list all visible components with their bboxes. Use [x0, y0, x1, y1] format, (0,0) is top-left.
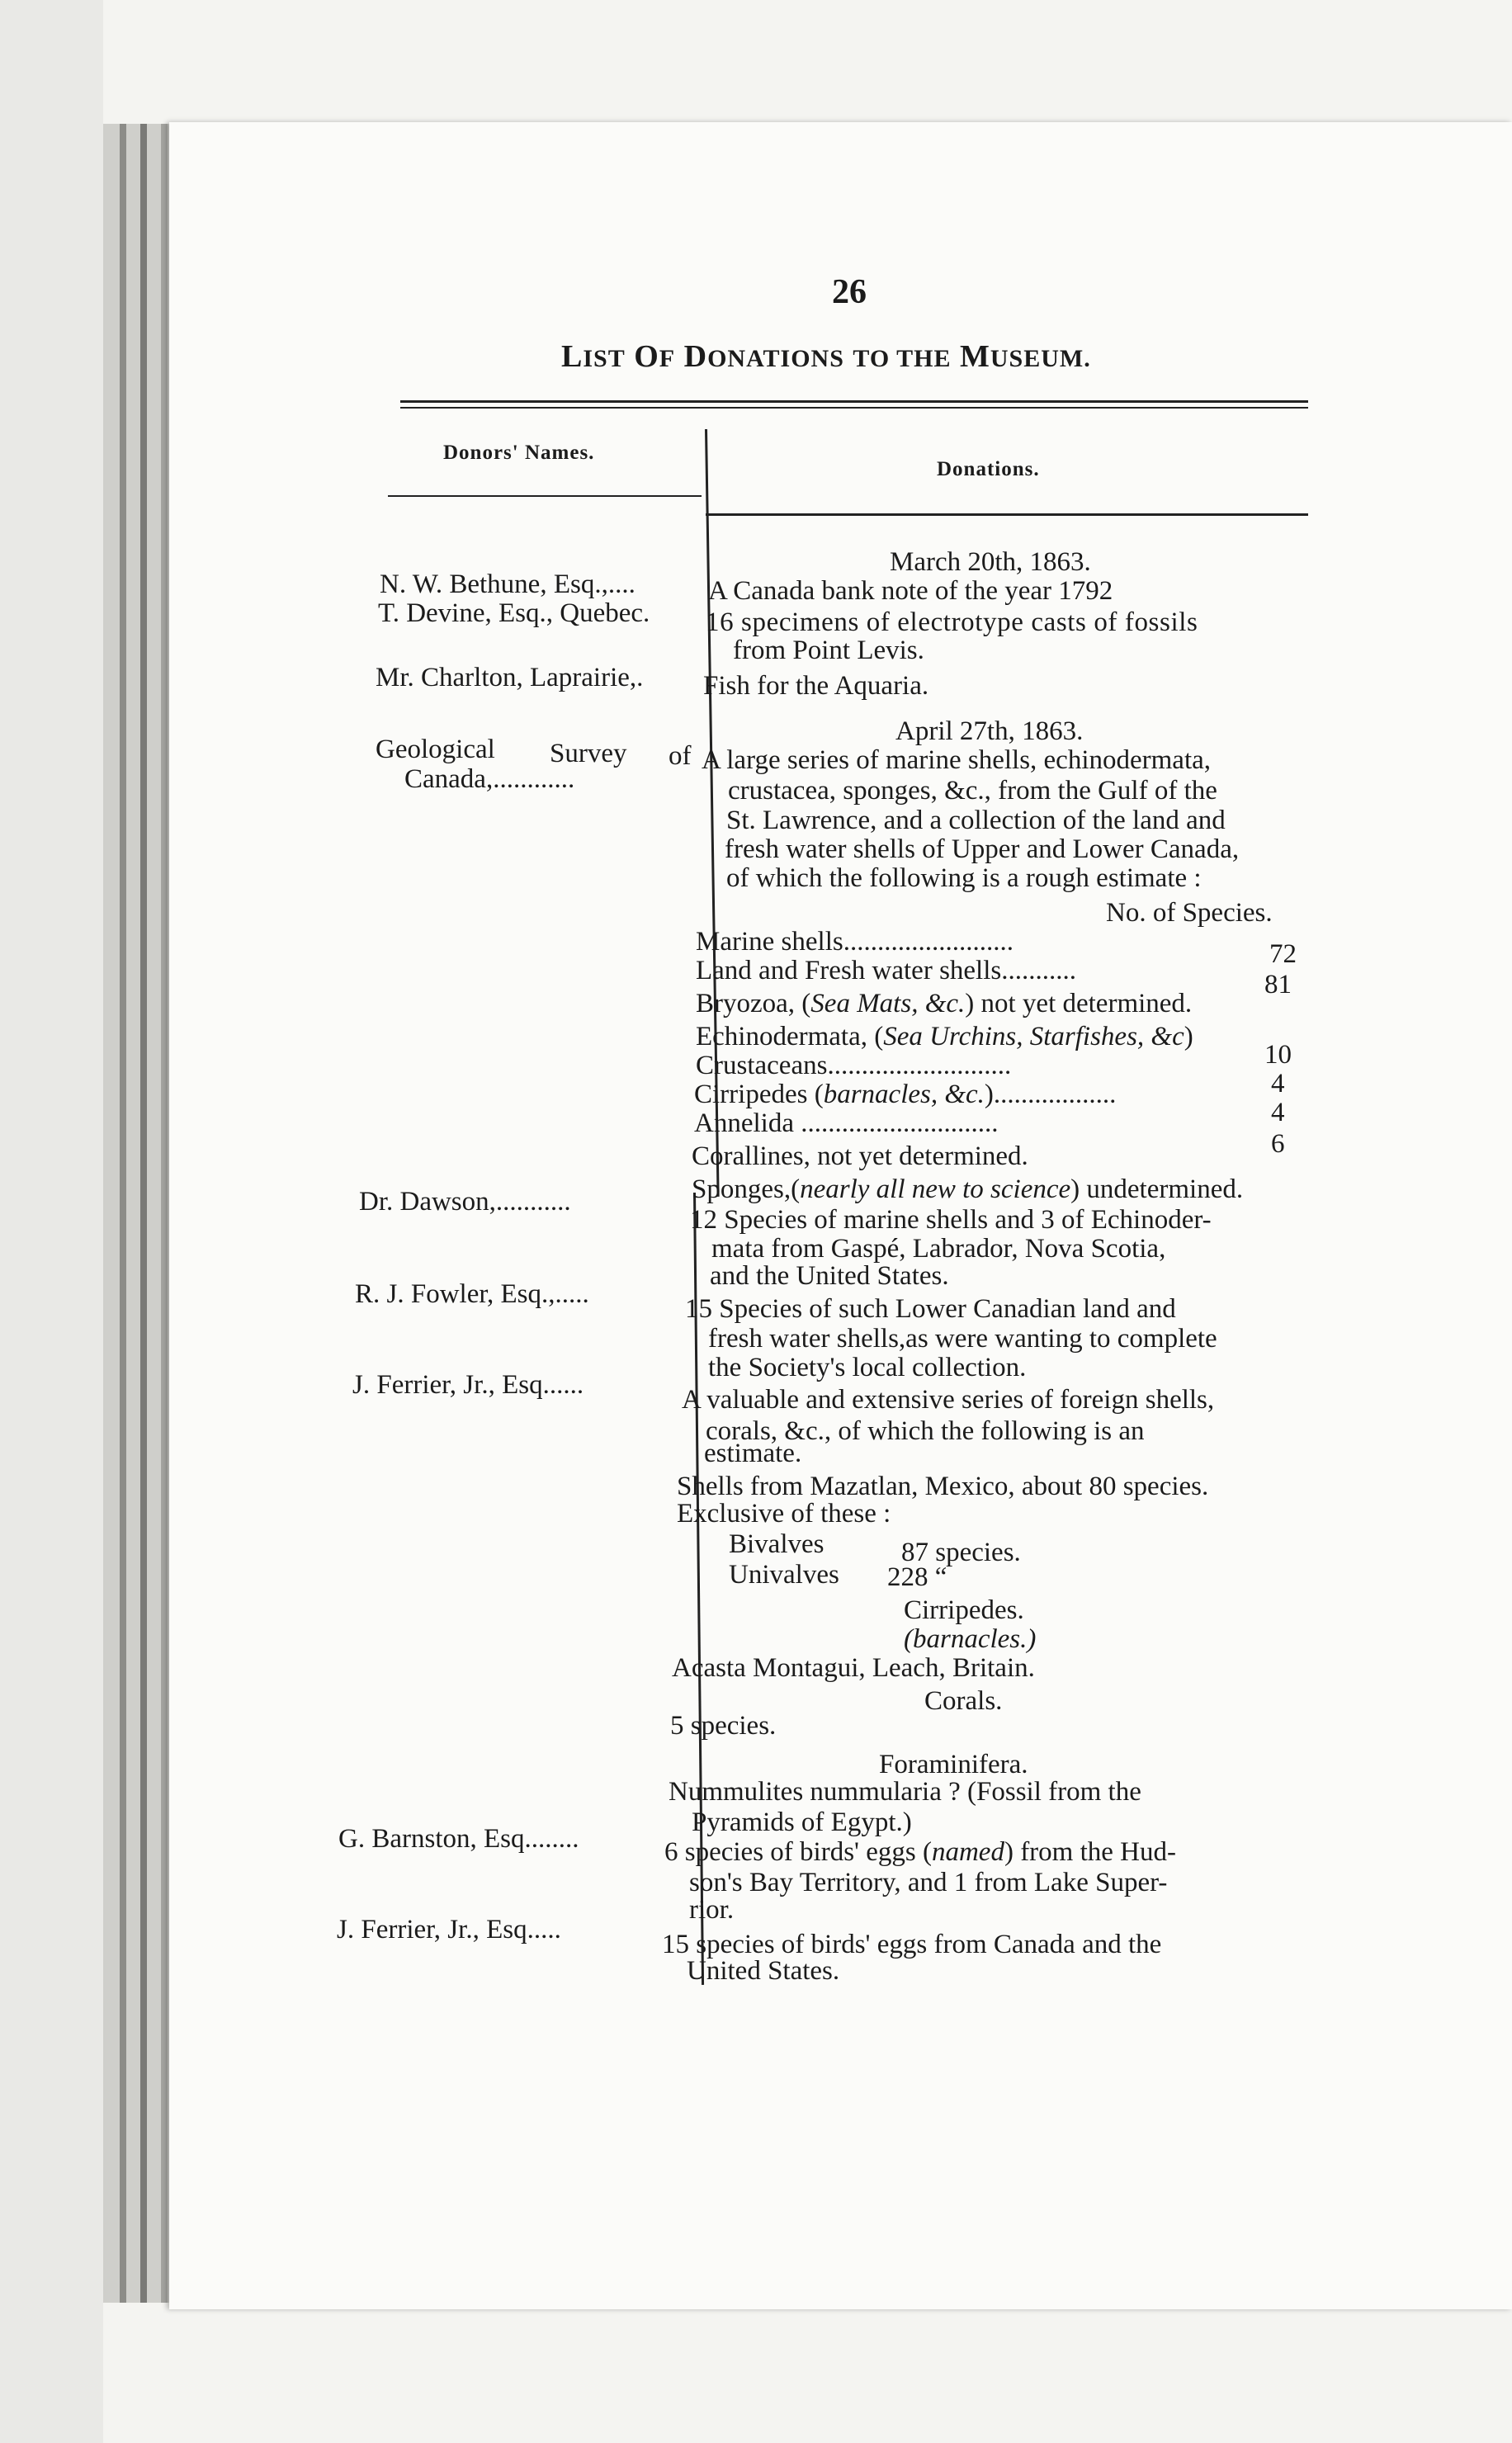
donation-text: 5 species.: [670, 1711, 777, 1741]
column-header-donations: Donations.: [937, 458, 1040, 480]
donation-text: of which the following is a rough estimate :: [726, 863, 1202, 893]
species-column-header: No. of Species.: [1106, 898, 1273, 928]
donation-text: son's Bay Territory, and 1 from Lake Super-: [689, 1868, 1168, 1897]
donation-text: from Point Levis.: [733, 636, 924, 665]
donor-name: N. W. Bethune, Esq.,....: [380, 569, 636, 599]
subheading: Corals.: [924, 1686, 1003, 1716]
top-rule-thin: [400, 407, 1308, 409]
scanner-margin: [0, 0, 103, 2443]
species-row: Annelida .............................: [694, 1108, 999, 1138]
header-rule-right: [706, 513, 1308, 516]
page-leaf-edge: [120, 124, 126, 2303]
species-count: 4: [1271, 1098, 1285, 1127]
species-row: Crustaceans...........................: [696, 1051, 1012, 1080]
donor-name: Canada,............: [404, 764, 575, 794]
date-heading: March 20th, 1863.: [890, 547, 1091, 577]
donor-name: Survey: [550, 739, 627, 768]
donation-text: and the United States.: [710, 1261, 949, 1291]
donation-text: United States.: [687, 1956, 840, 1986]
species-row: Corallines, not yet determined.: [692, 1141, 1028, 1171]
donation-text: fresh water shells,as were wanting to complete: [708, 1324, 1217, 1354]
subheading: Foraminifera.: [879, 1750, 1028, 1779]
subheading: Cirripedes.: [904, 1595, 1024, 1625]
page-leaf-edge: [161, 124, 168, 2303]
header-rule-left: [388, 495, 702, 497]
donation-text: A large series of marine shells, echinodermata,: [702, 745, 1212, 775]
donation-text: Exclusive of these :: [677, 1499, 891, 1529]
donation-text: Acasta Montagui, Leach, Britain.: [672, 1653, 1035, 1683]
species-row: Marine shells.........................: [696, 927, 1014, 957]
donor-name: R. J. Fowler, Esq.,.....: [355, 1279, 589, 1309]
donor-name: of: [669, 741, 692, 771]
species-row: Cirripedes (barnacles, &c.)..................: [694, 1080, 1117, 1109]
page-title: LIST OF DONATIONS TO THE MUSEUM.: [561, 339, 1091, 374]
donation-text: estimate.: [704, 1439, 802, 1468]
donation-text: fresh water shells of Upper and Lower Canada,: [725, 834, 1240, 864]
species-count: 4: [1271, 1069, 1285, 1099]
donation-text: Univalves: [729, 1560, 839, 1590]
donor-name: G. Barnston, Esq........: [338, 1824, 579, 1854]
donation-text: crustacea, sponges, &c., from the Gulf of the: [728, 776, 1217, 806]
donation-text: the Society's local collection.: [708, 1353, 1027, 1382]
species-row: Land and Fresh water shells...........: [696, 956, 1076, 985]
date-heading: April 27th, 1863.: [895, 716, 1084, 746]
donation-text: 15 species of birds' eggs from Canada and the: [662, 1930, 1162, 1959]
donation-text: corals, &c., of which the following is an: [706, 1416, 1145, 1446]
donation-text: 16 specimens of electrotype casts of fossils: [706, 607, 1198, 637]
species-count: 81: [1264, 970, 1292, 999]
species-row: Echinodermata, (Sea Urchins, Starfishes, &c): [696, 1022, 1193, 1051]
top-rule: [400, 400, 1308, 403]
donation-text: Nummulites nummularia ? (Fossil from the: [669, 1777, 1141, 1807]
donation-text: 6 species of birds' eggs (named) from the Hud-: [664, 1837, 1176, 1867]
donation-text: 87 species.: [901, 1538, 1021, 1567]
donation-text: 12 Species of marine shells and 3 of Echinoder-: [690, 1205, 1212, 1235]
donation-text: 228 “: [887, 1562, 947, 1592]
donation-text: rior.: [689, 1895, 735, 1925]
donation-text: St. Lawrence, and a collection of the land and: [726, 806, 1226, 835]
donation-text: mata from Gaspé, Labrador, Nova Scotia,: [711, 1234, 1166, 1264]
species-count: 6: [1271, 1129, 1285, 1159]
column-header-donors: Donors' Names.: [443, 442, 595, 464]
donation-text: A Canada bank note of the year 1792: [708, 576, 1113, 606]
species-count: 72: [1269, 939, 1297, 969]
donor-name: J. Ferrier, Jr., Esq......: [352, 1370, 584, 1400]
donor-name: Geological: [376, 735, 495, 764]
donor-name: J. Ferrier, Jr., Esq.....: [337, 1915, 561, 1944]
page-leaf-edge: [140, 124, 147, 2303]
donor-name: Dr. Dawson,...........: [359, 1187, 571, 1217]
donation-text: Bivalves: [729, 1529, 825, 1559]
donation-text: A valuable and extensive series of foreign shells,: [682, 1385, 1215, 1415]
species-count: 10: [1264, 1040, 1292, 1070]
page-number: 26: [832, 273, 867, 311]
species-row: Sponges,(nearly all new to science) undetermined.: [692, 1174, 1244, 1204]
donation-text: Shells from Mazatlan, Mexico, about 80 species.: [677, 1472, 1209, 1501]
species-row: Bryozoa, (Sea Mats, &c.) not yet determined.: [696, 989, 1193, 1018]
donor-name: Mr. Charlton, Laprairie,.: [376, 663, 644, 692]
donation-text: 15 Species of such Lower Canadian land and: [685, 1294, 1176, 1324]
donation-text: Fish for the Aquaria.: [703, 671, 929, 701]
donation-text: Pyramids of Egypt.): [692, 1807, 912, 1837]
donor-name: T. Devine, Esq., Quebec.: [378, 598, 650, 628]
subheading: (barnacles.): [904, 1624, 1037, 1654]
